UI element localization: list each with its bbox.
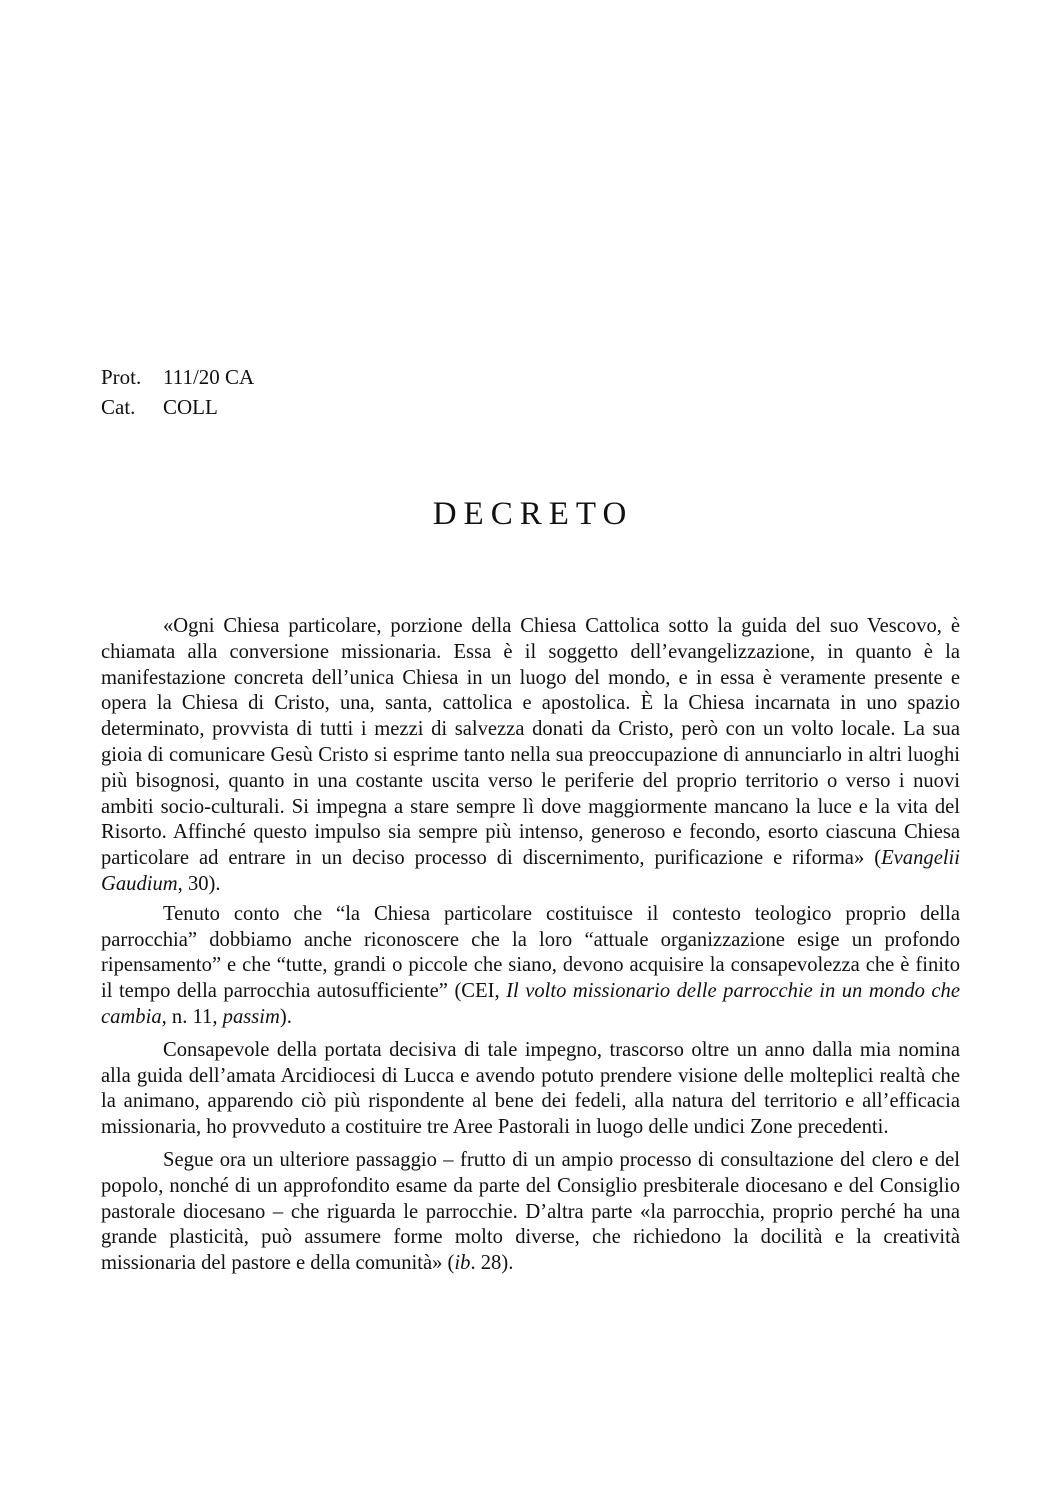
paragraph-evangelii-gaudium-quote [101,614,960,898]
text-segment: . 28). [470,1252,514,1275]
text-segment: Segue ora un ulteriore passaggio – frutto di un ampio processo di consultazione del clero e del popolo, nonché di un approfondito esame da parte del Consiglio presbiterale diocesano e del Consiglio pastorale diocesano – che riguarda le parrocchie. D’altra parte «la parrocchia, proprio perché ha una grande plasticità, può assumere forme molto diverse, che richiedono la docilità e la creatività missionaria del pastore e della comunità» ( [101,1148,960,1275]
citation-ibidem: ib [454,1252,471,1275]
citation-passim: passim [222,1005,280,1028]
text-segment: «Ogni Chiesa particolare, porzione della Chiesa Cattolica sotto la guida del suo Vescovo, è chiamata alla conversione missionaria. Essa è il soggetto dell’evangelizzazione, in quanto è la manifestazione concreta dell’unica Chiesa in un luogo del mondo, e in essa è veramente presente e opera la Chiesa di Cristo, una, santa, cattolica e apostolica. È la Chiesa incarnata in uno spazio determinato, provvista di tutti i mezzi di salvezza donati da Cristo, però con un volto locale. La sua gioia di comunicare Gesù Cristo si esprime tanto nella sua preoccupazione di annunciarlo in altri luoghi più bisognosi, quanto in una costante uscita verso le periferie del proprio territorio o verso i nuovi ambiti socio-culturali. Si impegna a stare sempre lì dove maggiormente mancano la luce e la vita del Risorto. Affinché questo impulso sia sempre più intenso, generoso e fecondo, esorto ciascuna Chiesa particolare ad entrare in un deciso processo di discernimento, purificazione e riforma» ( [101,615,960,870]
category-label: Cat. [101,395,136,419]
protocol-number: 111/20 CA [163,365,255,389]
text-segment: ). [279,1005,292,1028]
document-title: DECRETO [432,496,634,532]
text-segment: Consapevole della portata decisiva di tale impegno, trascorso oltre un anno dalla mia nomina alla guida dell’amata Arcidiocesi di Lucca e avendo potuto prendere visione delle molteplici realtà che la animano, apparendo ciò più rispondente al bene dei fedeli, alla natura del territorio e all’efficacia missionaria, ho provveduto a costituire tre Aree Pastorali in luogo delle undici Zone precedenti. [101,1038,960,1139]
category-row [101,392,254,422]
category-value: COLL [163,395,218,419]
paragraph-cei-citation [101,902,960,1031]
citation-title: Evangelii Gaudium [101,847,960,895]
citation-title: Il volto missionario delle parrocchie in un mondo che cambia [101,980,960,1028]
text-segment: Tenuto conto che “la Chiesa particolare costituisce il contesto teologico proprio della parrocchia” dobbiamo anche riconoscere che la loro “attuale organizzazione esige un profondo ripensamento” e che “tutte, grandi o piccole che siano, devono acquisire la consapevolezza che è finito il tempo della parrocchia autosufficiente” (CEI, [101,902,960,1003]
paragraph-pastoral-areas [101,1038,960,1141]
text-segment: , 30). [177,872,221,895]
paragraph-parishes [101,1148,960,1277]
protocol-label: Prot. [101,365,142,389]
protocol-block [101,362,254,422]
protocol-number-row [101,362,254,392]
text-segment: , n. 11, [161,1005,223,1028]
decree-body [101,614,960,1284]
